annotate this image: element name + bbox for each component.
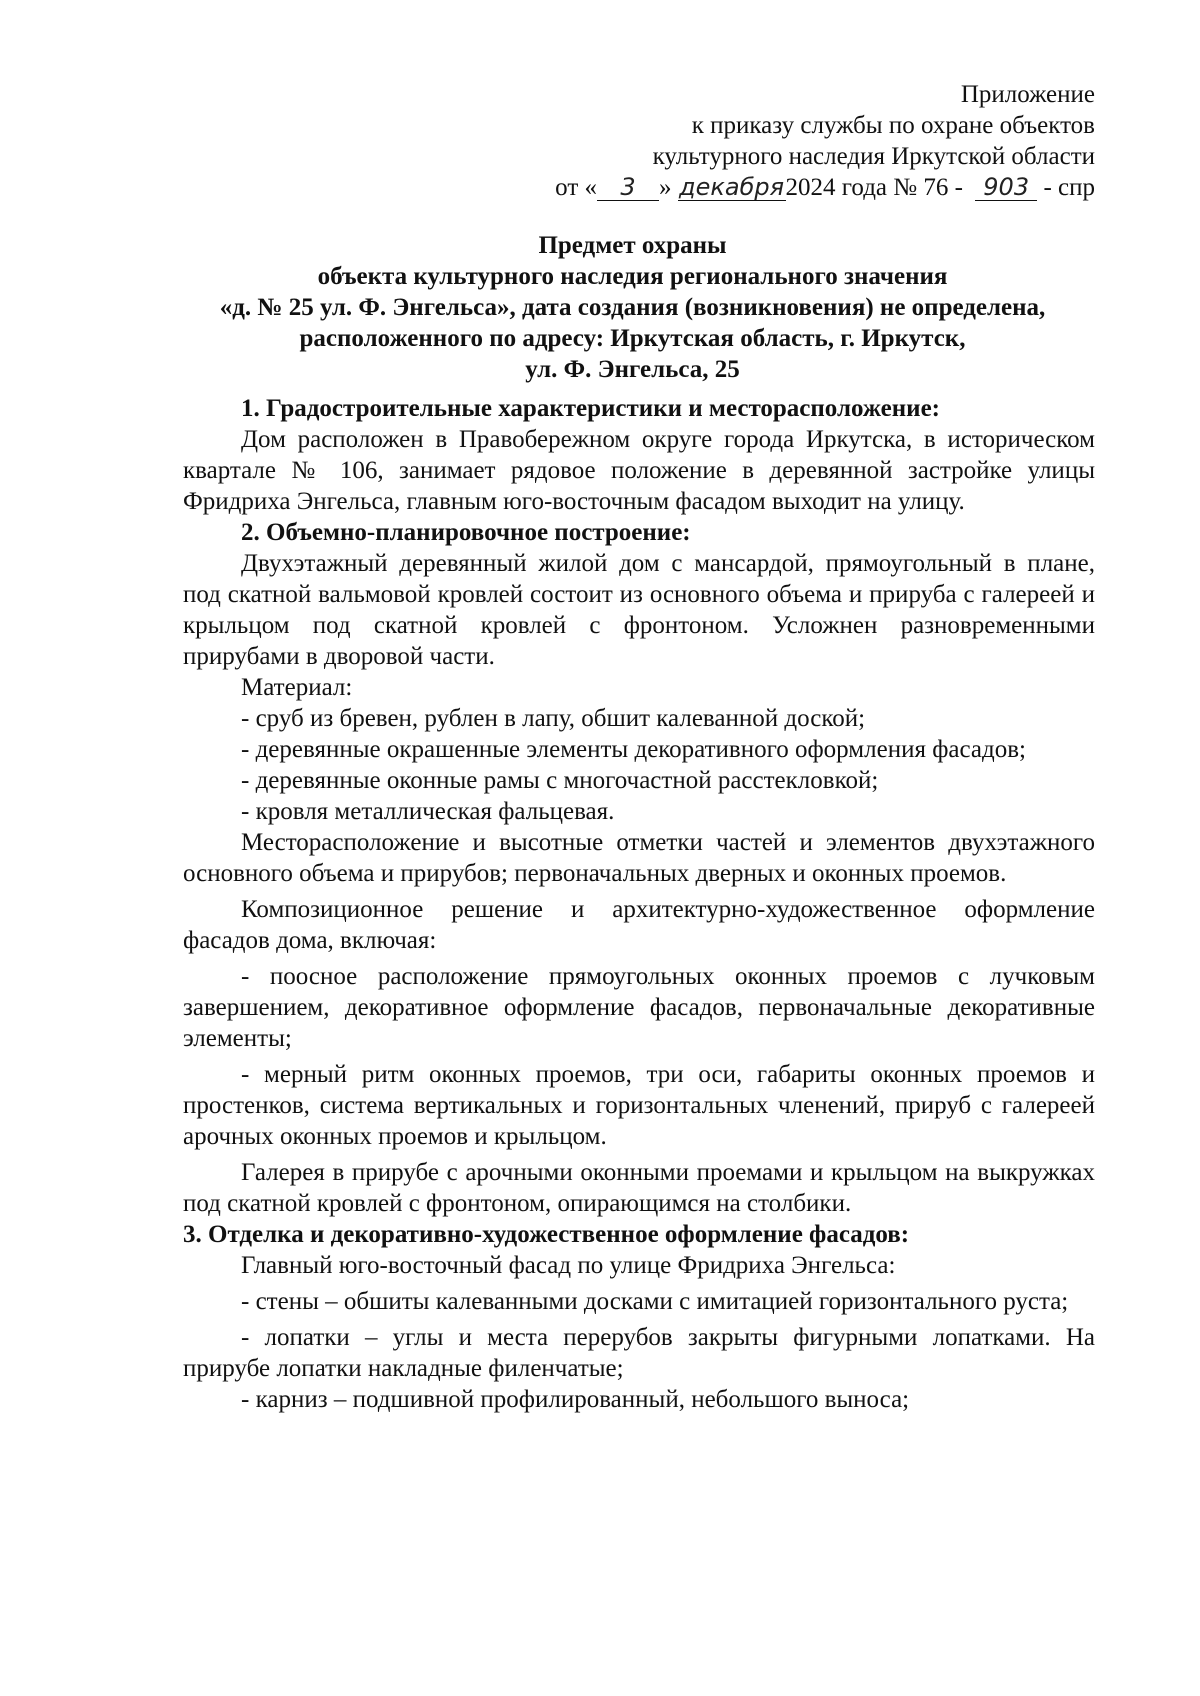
date-prefix: от «	[555, 174, 598, 201]
handwritten-day: 3	[597, 174, 659, 201]
appendix-label: Приложение	[960, 81, 1095, 108]
facade-item-2: - лопатки – углы и места перерубов закрыты фигурными лопатками. На прирубе лопатки накладные филенчатые;	[183, 1324, 1095, 1382]
document-title	[170, 230, 1095, 385]
title-line-1: Предмет охраны	[538, 232, 727, 259]
document-body	[183, 393, 1095, 1415]
year-text: 2024 года № 76 -	[785, 174, 963, 201]
composition-item-1: - поосное расположение прямоугольных оконных проемов с лучковым завершением, декоративное оформление фасадов, первоначальные декоративные элементы;	[183, 963, 1095, 1052]
section-2-heading: 2. Объемно-планировочное построение:	[241, 519, 691, 546]
section-3-paragraph-1: Главный юго-восточный фасад по улице Фридриха Энгельса:	[241, 1252, 896, 1279]
section-2-paragraph-4: Галерея в прирубе с арочными оконными проемами и крыльцом на выкружках под скатной кровлей с фронтоном, опирающимся на столбики.	[183, 1159, 1095, 1217]
material-label: Материал:	[241, 674, 353, 701]
title-line-2: объекта культурного наследия регионального значения	[317, 263, 948, 290]
appendix-agency-line: культурного наследия Иркутской области	[652, 143, 1095, 170]
material-item-3: - деревянные оконные рамы с многочастной расстекловкой;	[241, 767, 879, 794]
order-suffix: - спр	[1043, 174, 1095, 201]
section-2-paragraph-2: Месторасположение и высотные отметки частей и элементов двухэтажного основного объема и прирубов; первоначальных дверных и оконных проемов.	[183, 829, 1095, 887]
composition-item-2: - мерный ритм оконных проемов, три оси, габариты оконных проемов и простенков, система вертикальных и горизонтальных членений, прируб с галереей арочных оконных проемов и крыльцом.	[183, 1061, 1095, 1150]
material-item-2: - деревянные окрашенные элементы декоративного оформления фасадов;	[241, 736, 1026, 763]
material-item-4: - кровля металлическая фальцевая.	[241, 798, 615, 825]
handwritten-number: 903	[975, 174, 1037, 201]
title-line-4: расположенного по адресу: Иркутская область, г. Иркутск,	[299, 325, 966, 352]
section-1-heading: 1. Градостроительные характеристики и месторасположение:	[241, 395, 940, 422]
title-line-5: ул. Ф. Энгельса, 25	[525, 356, 740, 383]
facade-item-3: - карниз – подшивной профилированный, небольшого выноса;	[241, 1386, 910, 1413]
appendix-order-line: к приказу службы по охране объектов	[691, 112, 1095, 139]
date-mid: »	[659, 174, 672, 201]
section-3-heading: 3. Отделка и декоративно-художественное оформление фасадов:	[183, 1221, 910, 1248]
title-line-3: «д. № 25 ул. Ф. Энгельса», дата создания (возникновения) не определена,	[219, 294, 1046, 321]
material-item-1: - сруб из бревен, рублен в лапу, обшит калеванной доской;	[241, 705, 866, 732]
handwritten-month: декабря	[679, 173, 785, 201]
section-1-paragraph: Дом расположен в Правобережном округе города Иркутска, в историческом квартале № 106, занимает рядовое положение в деревянной застройке улицы Фридриха Энгельса, главным юго-восточным фасадом выходит на улицу.	[183, 426, 1095, 515]
section-2-paragraph-3: Композиционное решение и архитектурно-художественное оформление фасадов дома, включая:	[183, 896, 1095, 954]
appendix-date-line	[555, 172, 1095, 203]
facade-item-1: - стены – обшиты калеванными досками с имитацией горизонтального руста;	[241, 1288, 1069, 1315]
section-2-paragraph-1: Двухэтажный деревянный жилой дом с мансардой, прямоугольный в плане, под скатной вальмовой кровлей состоит из основного объема и прируба с галереей и крыльцом под скатной кровлей с фронтоном. Усложнен разновременными прирубами в дворовой части.	[183, 550, 1095, 670]
appendix-header	[555, 79, 1095, 203]
